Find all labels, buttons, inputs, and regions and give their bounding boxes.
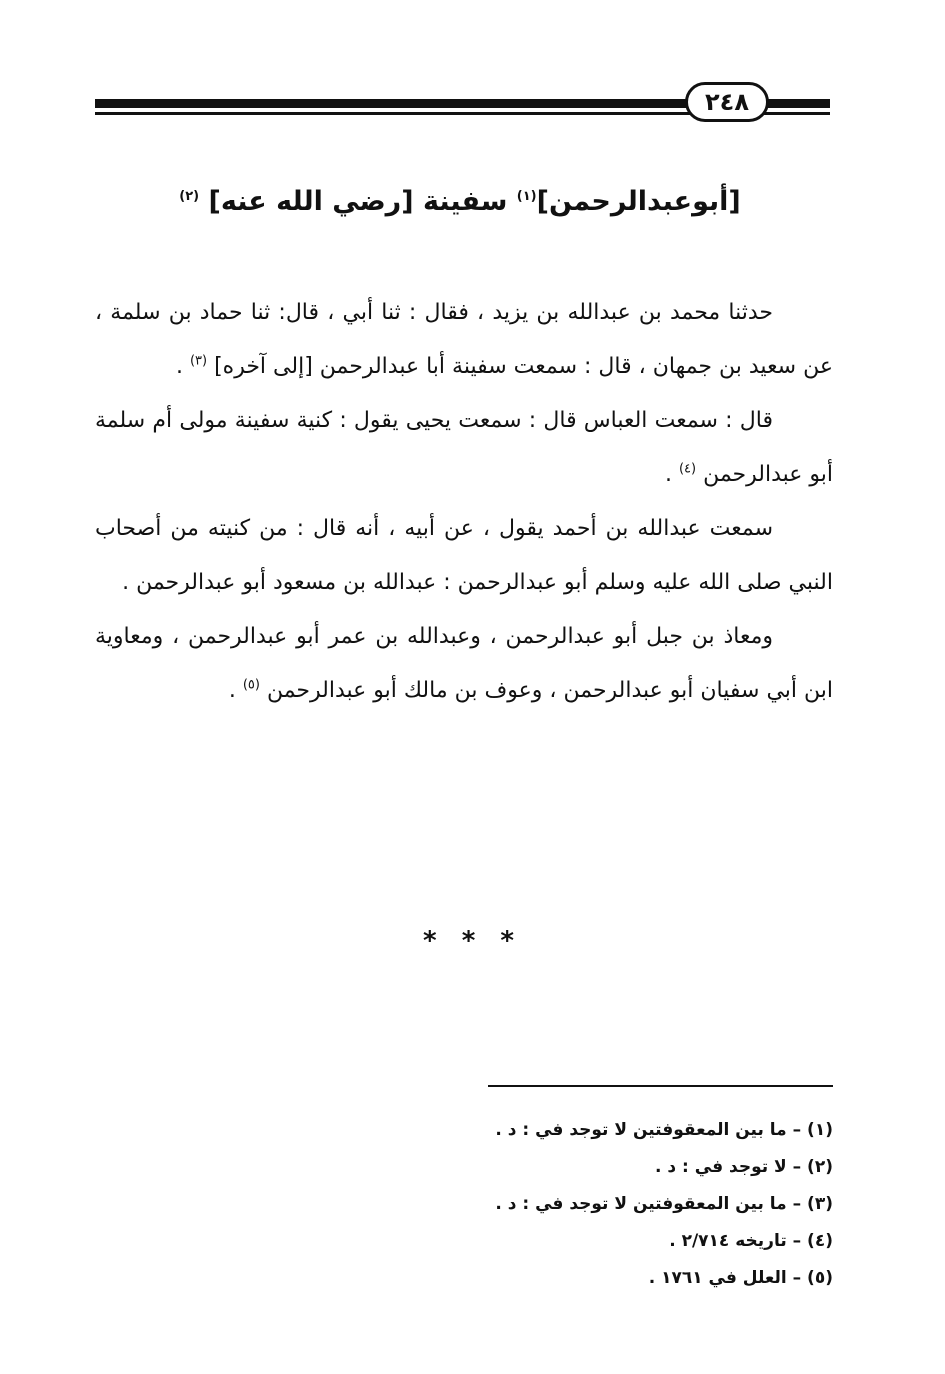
main-text [95, 286, 833, 718]
footnotes [420, 1112, 833, 1297]
paragraph-1 [95, 286, 833, 394]
footnote-divider [488, 1085, 833, 1087]
footnote-4: (٤) – تاريخه ٢/٧١٤ . [669, 1231, 833, 1251]
paragraph-text: حدثنا محمد بن عبدالله بن يزيد ، فقال : ثنا أبي ، قال: ثنا حماد بن سلمة ، عن سعيد بن جمهان ، قال : سمعت سفينة أبا عبدالرحمن [إلى آخره] [95, 300, 833, 379]
title-part-1: [أبوعبدالرحمن] [536, 186, 741, 217]
paragraph-2 [95, 394, 833, 502]
paragraph-3 [95, 502, 833, 610]
paragraph-text: قال : سمعت العباس قال : سمعت يحيى يقول : كنية سفينة مولى أم سلمة أبو عبدالرحمن [95, 408, 833, 487]
title-footnote-ref-1: (١) [516, 189, 537, 204]
page-number: ٢٤٨ [685, 82, 769, 122]
section-separator: * * * [423, 926, 522, 956]
paragraph-end: . [175, 354, 190, 379]
paragraph-text: ومعاذ بن جبل أبو عبدالرحمن ، وعبدالله بن عمر أبو عبدالرحمن ، ومعاوية ابن أبي سفيان أبو عبدالرحمن ، وعوف بن مالك أبو عبدالرحمن [95, 624, 833, 703]
footnote-ref: (٣) [189, 353, 208, 369]
footnote-5: (٥) – العلل في ١٧٦١ . [648, 1268, 833, 1288]
footnote-3: (٣) – ما بين المعقوفتين لا توجد في : د . [495, 1194, 833, 1214]
footnote-ref: (٤) [678, 461, 697, 477]
page-header [95, 88, 830, 120]
footnote-ref: (٥) [242, 677, 260, 693]
footnote-1: (١) – ما بين المعقوفتين لا توجد في : د . [495, 1120, 833, 1140]
chapter-title [120, 180, 800, 224]
paragraph-end: . [664, 462, 679, 487]
title-footnote-ref-2: (٢) [179, 189, 200, 204]
title-part-2: سفينة [رضي الله عنه] [199, 186, 517, 217]
paragraph-text: سمعت عبدالله بن أحمد يقول ، عن أبيه ، أنه قال : من كنيته من أصحاب النبي صلى الله عليه وسلم أبو عبدالرحمن : عبدالله بن مسعود أبو عبدالرحمن . [95, 516, 833, 595]
paragraph-end: . [228, 678, 243, 703]
footnote-2: (٢) – لا توجد في : د . [655, 1157, 833, 1177]
paragraph-4 [95, 610, 833, 718]
